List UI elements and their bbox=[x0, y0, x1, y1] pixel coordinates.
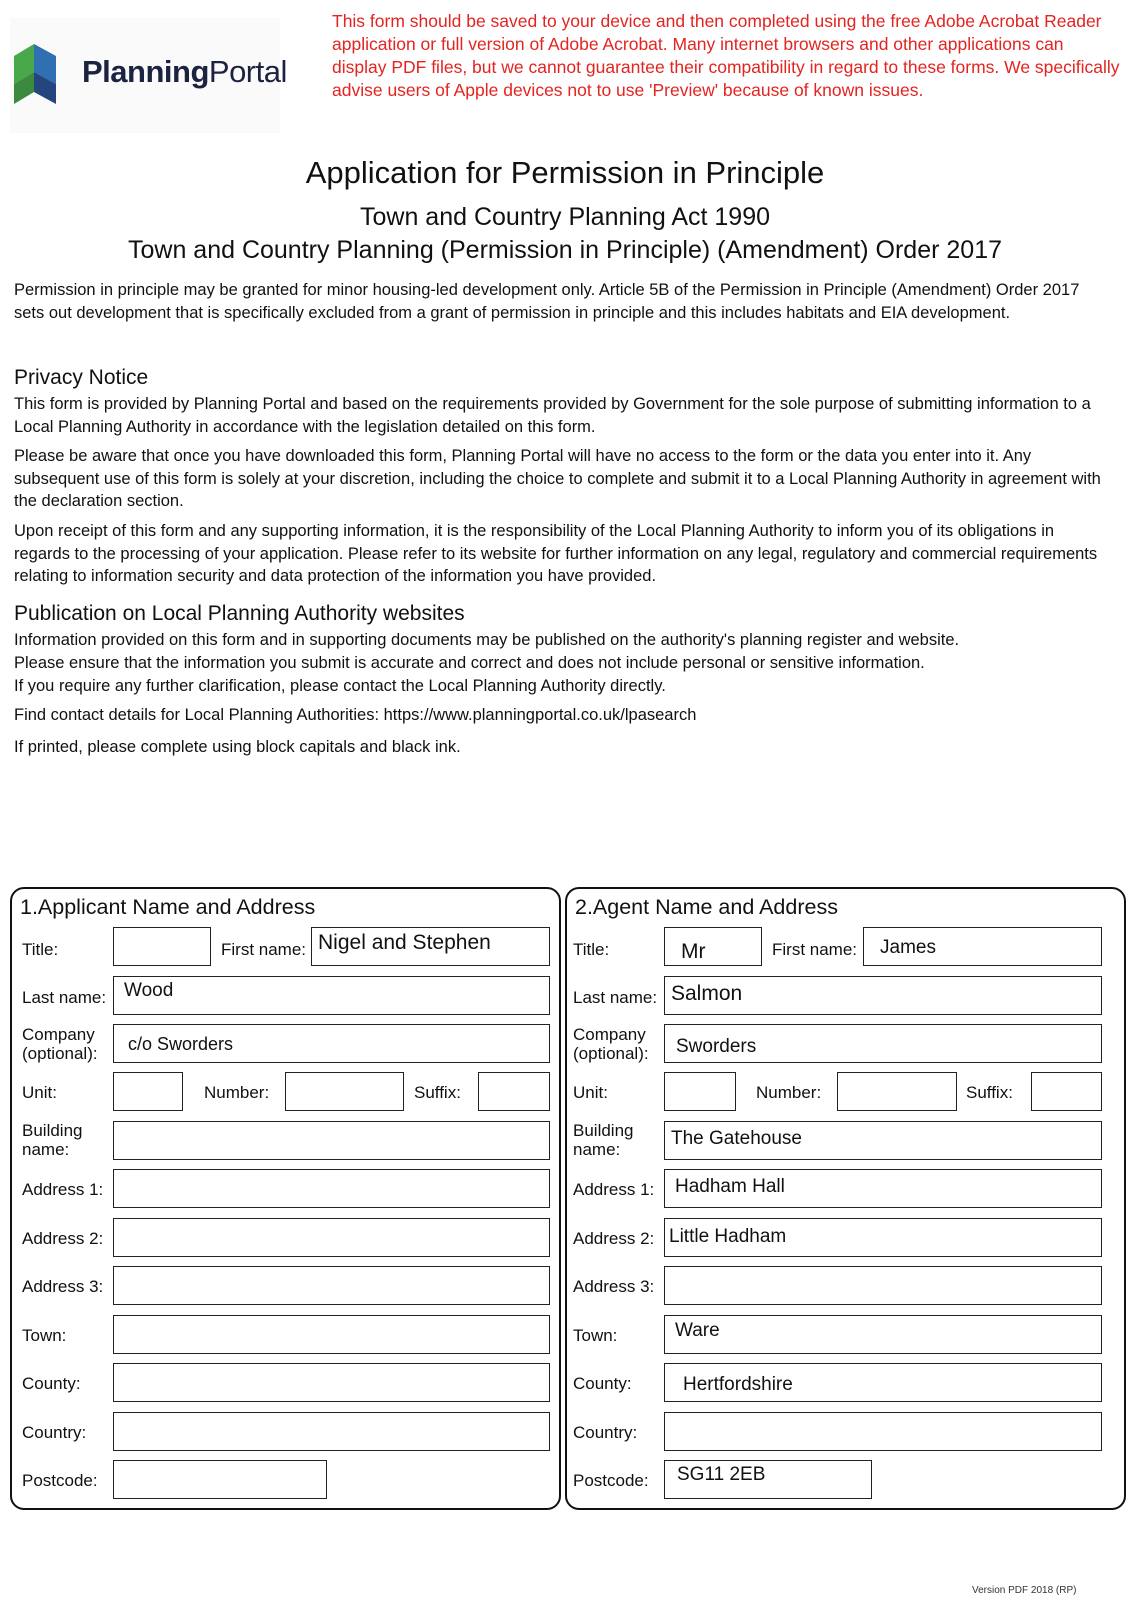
agent-address2-value: Little Hadham bbox=[669, 1226, 787, 1247]
applicant-country-field[interactable] bbox=[113, 1412, 550, 1451]
applicant-address2-field[interactable] bbox=[113, 1218, 550, 1257]
applicant-first-name-value: Nigel and Stephen bbox=[318, 931, 491, 954]
agent-building-value: The Gatehouse bbox=[671, 1128, 802, 1149]
agent-title-value: Mr bbox=[681, 940, 706, 963]
privacy-paragraph-1: This form is provided by Planning Portal and based on the requirements provided by Government for the sole purpose of submitting information to a Local Planning Authority in accordance with the legislation detailed on this form. bbox=[14, 395, 1091, 436]
applicant-last-name-value: Wood bbox=[124, 980, 174, 1001]
logo-wordmark bbox=[82, 54, 287, 90]
agent-town-label: Town: bbox=[573, 1326, 618, 1345]
agent-address1-field[interactable] bbox=[664, 1169, 1102, 1208]
applicant-first-name-label: First name: bbox=[221, 940, 307, 959]
planning-portal-logo bbox=[10, 18, 287, 133]
agent-company-label-1: Company bbox=[573, 1025, 646, 1044]
agent-address1-label: Address 1: bbox=[573, 1180, 655, 1199]
publication-line-2: Please ensure that the information you submit is accurate and correct and does not include personal or sensitive information. bbox=[14, 654, 925, 672]
planning-portal-logo-icon bbox=[12, 38, 74, 108]
applicant-address2-label: Address 2: bbox=[22, 1229, 104, 1248]
agent-suffix-field[interactable] bbox=[1031, 1072, 1102, 1111]
publication-heading: Publication on Local Planning Authority websites bbox=[14, 602, 465, 625]
applicant-county-field[interactable] bbox=[113, 1363, 550, 1402]
applicant-number-label: Number: bbox=[204, 1083, 270, 1102]
agent-building-field[interactable] bbox=[664, 1121, 1102, 1160]
applicant-building-field[interactable] bbox=[113, 1121, 550, 1160]
agent-address3-field[interactable] bbox=[664, 1266, 1102, 1305]
lpa-contact-line: Find contact details for Local Planning Authorities: https://www.planningportal.co.uk/lpasearch bbox=[14, 706, 697, 724]
applicant-building-label-2: name: bbox=[22, 1140, 70, 1159]
agent-first-name-value: James bbox=[880, 937, 936, 958]
applicant-company-field[interactable] bbox=[113, 1024, 550, 1063]
agent-company-field[interactable] bbox=[664, 1024, 1102, 1063]
agent-town-value: Ware bbox=[675, 1320, 720, 1341]
applicant-title-field[interactable] bbox=[113, 927, 211, 966]
agent-country-field[interactable] bbox=[664, 1412, 1102, 1451]
agent-last-name-value: Salmon bbox=[671, 982, 743, 1005]
agent-first-name-label: First name: bbox=[772, 940, 858, 959]
agent-company-value: Sworders bbox=[676, 1036, 757, 1057]
applicant-address3-label: Address 3: bbox=[22, 1277, 104, 1296]
agent-last-name-label: Last name: bbox=[573, 988, 658, 1007]
applicant-postcode-label: Postcode: bbox=[22, 1471, 98, 1490]
applicant-address1-field[interactable] bbox=[113, 1169, 550, 1208]
agent-building-label-1: Building bbox=[573, 1121, 634, 1140]
applicant-section-title: 1.Applicant Name and Address bbox=[20, 895, 316, 919]
agent-address2-label: Address 2: bbox=[573, 1229, 655, 1248]
applicant-company-label-2: (optional): bbox=[22, 1044, 98, 1063]
applicant-address1-label: Address 1: bbox=[22, 1180, 104, 1199]
agent-title-label: Title: bbox=[573, 940, 610, 959]
applicant-address3-field[interactable] bbox=[113, 1266, 550, 1305]
subtitle-act: Town and Country Planning Act 1990 bbox=[360, 203, 770, 231]
logo-wordmark-bold: Planning bbox=[82, 54, 209, 89]
privacy-paragraph-3: Upon receipt of this form and any supporting information, it is the responsibility of the Local Planning Authority to inform you of its obligations in regards to the processing of your application. Please refer to its website for further information on any legal, regulatory and commercial requirements relating to information security and data protection of the information you have provided. bbox=[14, 522, 1098, 585]
agent-county-value: Hertfordshire bbox=[683, 1374, 793, 1395]
agent-suffix-label: Suffix: bbox=[966, 1083, 1013, 1102]
applicant-suffix-field[interactable] bbox=[478, 1072, 550, 1111]
agent-county-label: County: bbox=[573, 1374, 632, 1393]
agent-address3-label: Address 3: bbox=[573, 1277, 655, 1296]
applicant-suffix-label: Suffix: bbox=[414, 1083, 461, 1102]
block-capitals-note: If printed, please complete using block capitals and black ink. bbox=[14, 738, 461, 756]
agent-number-field[interactable] bbox=[837, 1072, 957, 1111]
agent-last-name-field[interactable] bbox=[664, 976, 1102, 1015]
page-title: Application for Permission in Principle bbox=[305, 155, 825, 190]
applicant-building-label-1: Building bbox=[22, 1121, 83, 1140]
applicant-postcode-field[interactable] bbox=[113, 1460, 327, 1499]
agent-unit-label: Unit: bbox=[573, 1083, 608, 1102]
agent-county-field[interactable] bbox=[664, 1363, 1102, 1402]
agent-title-field[interactable] bbox=[664, 927, 762, 966]
applicant-unit-label: Unit: bbox=[22, 1083, 57, 1102]
publication-line-3: If you require any further clarification, please contact the Local Planning Authority directly. bbox=[14, 677, 666, 695]
agent-section-title: 2.Agent Name and Address bbox=[575, 895, 838, 919]
applicant-town-field[interactable] bbox=[113, 1315, 550, 1354]
agent-country-label: Country: bbox=[573, 1423, 638, 1442]
agent-postcode-field[interactable] bbox=[664, 1460, 872, 1499]
agent-town-field[interactable] bbox=[664, 1315, 1102, 1354]
applicant-unit-field[interactable] bbox=[113, 1072, 183, 1111]
applicant-title-label: Title: bbox=[22, 940, 59, 959]
applicant-company-label-1: Company bbox=[22, 1025, 95, 1044]
applicant-country-label: Country: bbox=[22, 1423, 87, 1442]
agent-company-label-2: (optional): bbox=[573, 1044, 649, 1063]
agent-postcode-label: Postcode: bbox=[573, 1471, 649, 1490]
agent-unit-field[interactable] bbox=[664, 1072, 736, 1111]
applicant-last-name-label: Last name: bbox=[22, 988, 107, 1007]
applicant-last-name-field[interactable] bbox=[113, 976, 550, 1015]
applicant-number-field[interactable] bbox=[285, 1072, 404, 1111]
agent-address1-value: Hadham Hall bbox=[675, 1176, 785, 1197]
applicant-first-name-field[interactable] bbox=[311, 927, 550, 966]
agent-building-label-2: name: bbox=[573, 1140, 621, 1159]
logo-wordmark-regular: Portal bbox=[208, 54, 287, 89]
intro-paragraph: Permission in principle may be granted for minor housing-led development only. Article 5B of the Permission in Principle (Amendment) Order 2017 sets out development that is specifically excluded from a grant of permission in principle and this includes habitats and EIA development. bbox=[14, 281, 1080, 322]
applicant-company-value: c/o Sworders bbox=[128, 1034, 234, 1054]
agent-first-name-field[interactable] bbox=[863, 927, 1102, 966]
agent-address2-field[interactable] bbox=[664, 1218, 1102, 1257]
acrobat-warning: This form should be saved to your device and then completed using the free Adobe Acrobat Reader application or full version of Adobe Acrobat. Many internet browsers and other applications can display PDF files, but we cannot guarantee their compatibility in regard to these forms. We specifically advise users of Apple devices not to use 'Preview' because of known issues. bbox=[332, 11, 1120, 100]
agent-number-label: Number: bbox=[756, 1083, 822, 1102]
privacy-paragraph-2: Please be aware that once you have downloaded this form, Planning Portal will have no access to the form or the data you enter into it. Any subsequent use of this form is solely at your discretion, including the choice to complete and submit it to a Local Planning Authority in agreement with the declaration section. bbox=[14, 447, 1101, 510]
version-label: Version PDF 2018 (RP) bbox=[972, 1585, 1077, 1596]
applicant-county-label: County: bbox=[22, 1374, 81, 1393]
agent-postcode-value: SG11 2EB bbox=[677, 1464, 766, 1485]
publication-line-1: Information provided on this form and in supporting documents may be published on the authority's planning register and website. bbox=[14, 631, 960, 649]
subtitle-order: Town and Country Planning (Permission in Principle) (Amendment) Order 2017 bbox=[127, 236, 1002, 264]
privacy-heading: Privacy Notice bbox=[14, 366, 149, 389]
applicant-town-label: Town: bbox=[22, 1326, 67, 1345]
